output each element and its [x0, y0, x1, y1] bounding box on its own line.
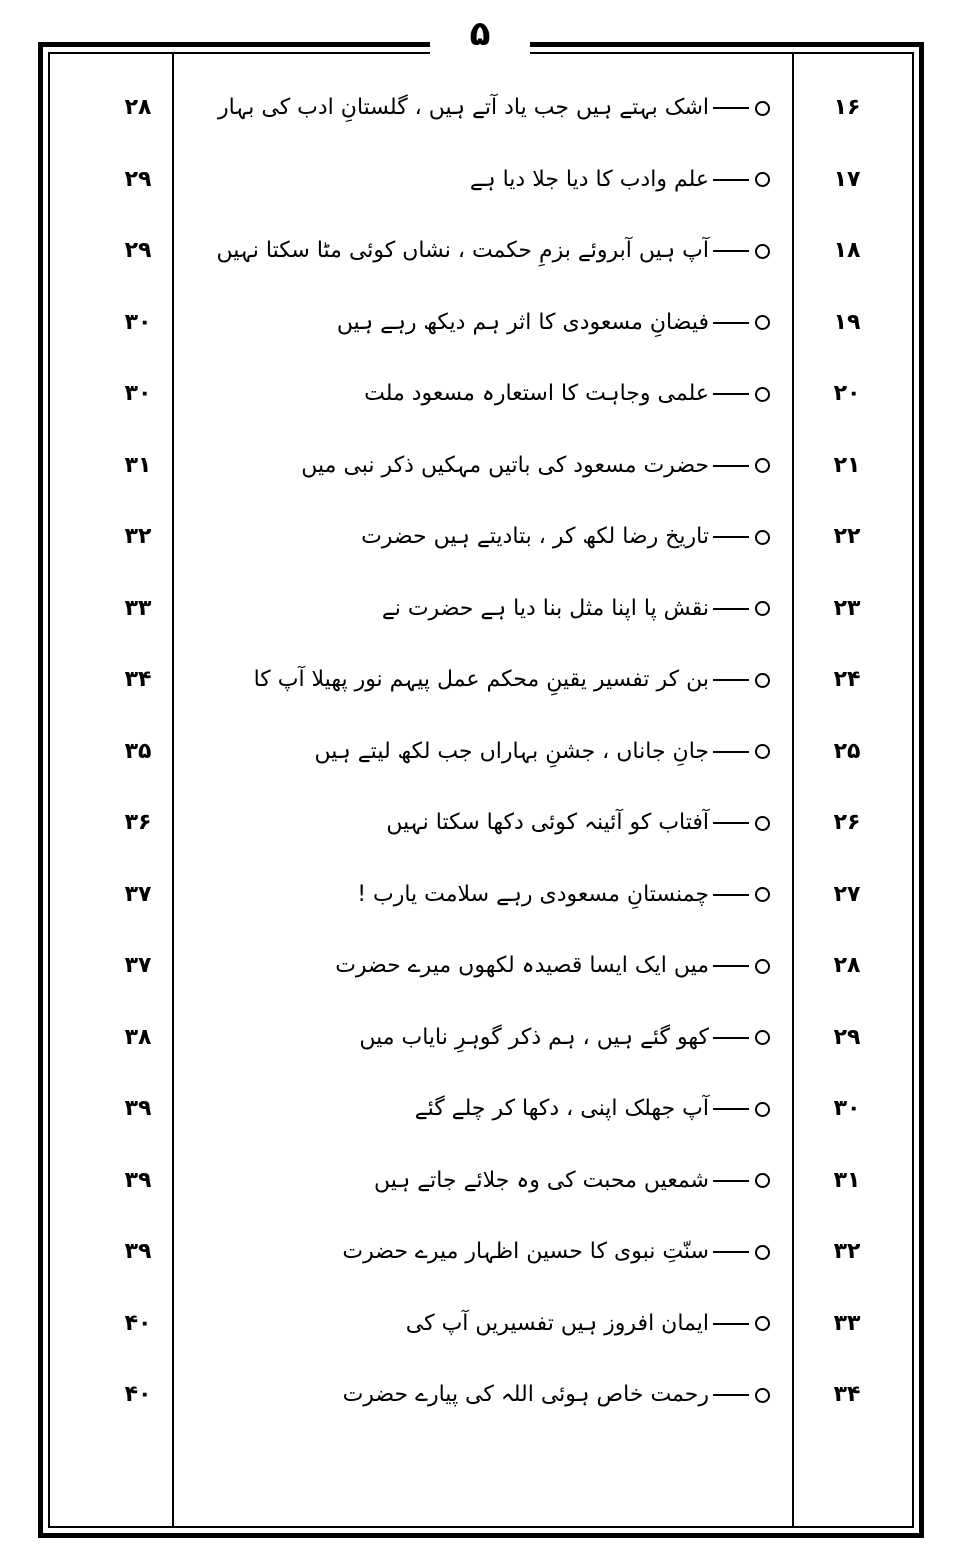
contents-row	[50, 503, 912, 575]
circle-bullet-icon	[755, 601, 770, 616]
contents-row	[50, 432, 912, 504]
title-text: سنّتِ نبوی کا حسین اظہار میرے حضرت	[342, 1239, 709, 1264]
contents-row	[50, 1004, 912, 1076]
serial-number-cell: ۲۴	[833, 667, 861, 692]
page-number-cell: ۳۰	[124, 381, 152, 406]
page-number-cell: ۴۰	[124, 1382, 152, 1407]
page-number-cell: ۳۹	[124, 1096, 152, 1121]
serial-number-cell: ۲۱	[833, 452, 861, 478]
title-cell	[359, 1014, 770, 1062]
title-cell	[217, 227, 770, 275]
title-text: فیضانِ مسعودی کا اثر ہم دیکھ رہے ہیں	[336, 309, 709, 335]
dash-separator	[713, 751, 749, 753]
page-number-cell: ۳۲	[124, 524, 152, 549]
title-cell	[364, 370, 770, 418]
contents-row	[50, 74, 912, 146]
contents-row	[50, 360, 912, 432]
circle-bullet-icon	[755, 244, 770, 259]
page-number-cell: ۳۹	[124, 1239, 152, 1264]
dash-separator	[713, 1108, 749, 1110]
title-cell	[315, 728, 770, 776]
contents-row	[50, 1147, 912, 1219]
serial-number-cell: ۲۶	[833, 810, 861, 835]
title-text: شمعیں محبت کی وہ جلائے جاتے ہیں	[374, 1167, 709, 1193]
title-cell	[335, 942, 770, 990]
dash-separator	[713, 465, 749, 467]
circle-bullet-icon	[755, 1030, 770, 1045]
title-text: آپ ہیں آبروئے بزمِ حکمت ، نشاں کوئی مٹا سکتا نہیں	[216, 238, 709, 263]
title-text: اشک بہتے ہیں جب یاد آتے ہیں ، گلستانِ ادب کی بہار	[218, 95, 709, 120]
page-number-cell: ۳۷	[124, 953, 152, 978]
title-text: آپ جھلک اپنی ، دکھا کر چلے گئے	[414, 1096, 709, 1121]
circle-bullet-icon	[755, 673, 770, 688]
contents-row	[50, 718, 912, 790]
page-number-cell: ۳۴	[124, 667, 152, 692]
serial-number-cell: ۲۹	[833, 1024, 861, 1050]
circle-bullet-icon	[755, 744, 770, 759]
dash-separator	[713, 894, 749, 896]
serial-number-cell: ۲۲	[833, 524, 861, 549]
circle-bullet-icon	[755, 1388, 770, 1403]
circle-bullet-icon	[755, 458, 770, 473]
circle-bullet-icon	[755, 1316, 770, 1331]
title-cell	[301, 442, 770, 490]
dash-separator	[713, 322, 749, 324]
title-text: کھو گئے ہیں ، ہم ذکر گوہرِ نایاب میں	[359, 1024, 709, 1050]
title-text: علمی وجاہت کا استعارہ مسعود ملت	[364, 381, 709, 406]
page-number-cell: ۳۷	[124, 881, 152, 907]
dash-separator	[713, 107, 749, 109]
dash-separator	[713, 1180, 749, 1182]
title-cell	[218, 84, 770, 132]
title-text: چمنستانِ مسعودی رہے سلامت یارب !	[357, 881, 709, 907]
serial-number-cell: ۲۷	[833, 881, 861, 907]
title-cell	[361, 513, 770, 561]
circle-bullet-icon	[755, 387, 770, 402]
serial-number-cell: ۲۵	[833, 738, 861, 764]
serial-number-cell: ۳۱	[833, 1167, 861, 1193]
dash-separator	[713, 393, 749, 395]
contents-row	[50, 1075, 912, 1147]
page-number-cell: ۲۹	[124, 166, 152, 192]
dash-separator	[713, 679, 749, 681]
circle-bullet-icon	[755, 816, 770, 831]
title-text: نقش پا اپنا مثل بنا دیا ہے حضرت نے	[381, 595, 709, 621]
title-cell	[337, 299, 770, 347]
title-cell	[386, 799, 770, 847]
contents-row	[50, 861, 912, 933]
dash-separator	[713, 1394, 749, 1396]
title-text: بن کر تفسیر یقینِ محکم عمل پیہم نور پھیلا آپ کا	[253, 667, 709, 692]
circle-bullet-icon	[755, 101, 770, 116]
serial-number-cell: ۳۰	[833, 1096, 861, 1121]
title-text: علم وادب کا دیا جلا دیا ہے	[469, 166, 709, 192]
contents-row	[50, 1361, 912, 1433]
circle-bullet-icon	[755, 1245, 770, 1260]
dash-separator	[713, 1037, 749, 1039]
title-text: حضرت مسعود کی باتیں مہکیں ذکر نبی میں	[301, 452, 709, 478]
circle-bullet-icon	[755, 530, 770, 545]
contents-list	[50, 74, 912, 1433]
page-number-cell: ۲۹	[124, 238, 152, 263]
page-number-cell: ۳۵	[124, 738, 152, 764]
page-number: ۵	[469, 14, 491, 54]
title-cell	[406, 1300, 770, 1348]
dash-separator	[713, 1323, 749, 1325]
title-cell	[254, 656, 770, 704]
serial-number-cell: ۳۲	[833, 1239, 861, 1264]
dash-separator	[713, 1251, 749, 1253]
dash-separator	[713, 250, 749, 252]
page-number-cell: ۳۹	[124, 1167, 152, 1193]
title-text: ایمان افروز ہیں تفسیریں آپ کی	[405, 1310, 709, 1336]
page-number-cell: ۳۳	[124, 595, 152, 621]
serial-number-cell: ۳۴	[833, 1382, 861, 1407]
dash-separator	[713, 965, 749, 967]
contents-row	[50, 932, 912, 1004]
circle-bullet-icon	[755, 315, 770, 330]
circle-bullet-icon	[755, 887, 770, 902]
contents-row	[50, 146, 912, 218]
title-cell	[343, 1371, 770, 1419]
serial-number-cell: ۱۷	[833, 166, 861, 192]
title-cell	[357, 871, 770, 919]
page-number-cell: ۳۶	[124, 810, 152, 835]
title-cell	[342, 1228, 770, 1276]
page-number-cell: ۲۸	[124, 95, 152, 120]
page-number-cell: ۳۰	[124, 309, 152, 335]
dash-separator	[713, 179, 749, 181]
contents-row	[50, 575, 912, 647]
dash-separator	[713, 822, 749, 824]
contents-row	[50, 289, 912, 361]
serial-number-cell: ۲۰	[833, 381, 861, 406]
circle-bullet-icon	[755, 1173, 770, 1188]
serial-number-cell: ۱۸	[833, 238, 861, 263]
circle-bullet-icon	[755, 1102, 770, 1117]
serial-number-cell: ۲۳	[833, 595, 861, 621]
title-text: آفتاب کو آئینہ کوئی دکھا سکتا نہیں	[386, 810, 709, 835]
serial-number-cell: ۲۸	[833, 953, 861, 978]
page-number-cell: ۳۱	[124, 452, 152, 478]
title-cell	[382, 585, 770, 633]
contents-row	[50, 217, 912, 289]
contents-row	[50, 1290, 912, 1362]
title-text: تاریخ رضا لکھ کر ، بتادیتے ہیں حضرت	[361, 524, 709, 549]
title-cell	[415, 1085, 770, 1133]
page-number-cell: ۴۰	[124, 1310, 152, 1336]
contents-row	[50, 789, 912, 861]
title-text: رحمت خاص ہوئی اللہ کی پیارے حضرت	[342, 1382, 709, 1407]
circle-bullet-icon	[755, 959, 770, 974]
title-cell	[470, 156, 770, 204]
circle-bullet-icon	[755, 172, 770, 187]
title-text: میں ایک ایسا قصیدہ لکھوں میرے حضرت	[335, 953, 709, 978]
page-number-cell: ۳۸	[124, 1024, 152, 1050]
dash-separator	[713, 536, 749, 538]
serial-number-cell: ۱۶	[833, 95, 861, 120]
title-text: جانِ جاناں ، جشنِ بہاراں جب لکھ لیتے ہیں	[314, 738, 709, 764]
title-cell	[374, 1157, 770, 1205]
contents-row	[50, 646, 912, 718]
serial-number-cell: ۳۳	[833, 1310, 861, 1336]
serial-number-cell: ۱۹	[833, 309, 861, 335]
dash-separator	[713, 608, 749, 610]
contents-row	[50, 1218, 912, 1290]
